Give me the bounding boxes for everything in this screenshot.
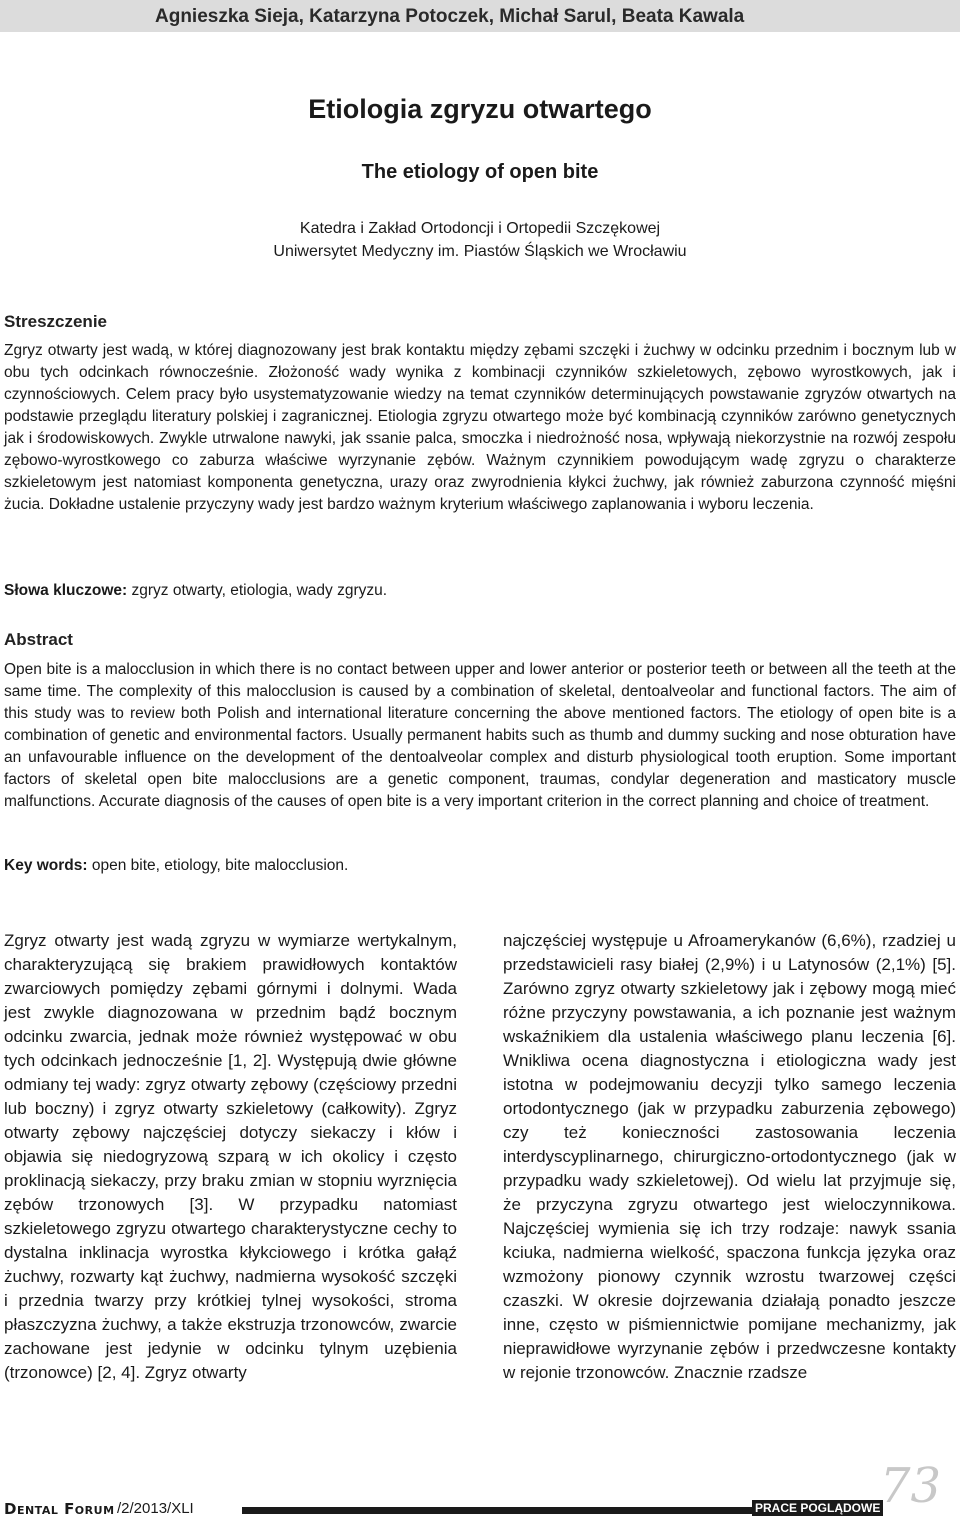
keywords-pl-value: zgryz otwarty, etiologia, wady zgryzu.: [131, 582, 388, 599]
affiliation-department: Katedra i Zakład Ortodoncji i Ortopedii Szczękowej: [299, 220, 661, 237]
streszczenie-heading: Streszczenie: [4, 312, 107, 331]
section-label: PRACE POGLĄDOWE: [752, 1500, 883, 1516]
keywords-pl-label: Słowa kluczowe:: [4, 582, 128, 599]
keywords-en-label: Key words:: [4, 857, 88, 874]
streszczenie-text: Zgryz otwarty jest wadą, w której diagnozowany jest brak kontaktu między zębami szczęki i żuchwy w odcinku przednim i bocznym lub w obu tych odcinkach równocześnie. Złożoność wady wynika z kombinacji czynników szkieletowych, zębowo wyrostkowych, jak i czynnościowych. Celem pracy było usystematyzowanie wiedzy na temat czynników determinujących powstawanie zgryzów otwartych na podstawie przeglądu literatury polskiej i zagranicznej. Etiologia zgryzu otwartego może być kombinacją czynników zarówno genetycznych jak i środowiskowych. Zwykle utrwalone nawyki, jak ssanie palca, smoczka i niedrożność nosa, wpływają niekorzystnie na rozwój zespołu zębowo-wyrostkowego co zaburza właściwe wyrzynanie zębów. Ważnym czynnikiem powodującym wadę zgryzu o charakterze szkieletowym jest natomiast komponenta genetyczna, urazy oraz zwyrodnienia kłykci żuchwy, jak również zaburzona czynność mięśni żucia. Dokładne ustalenie przyczyny wady jest bardzo ważnym kryterium właściwego zaplanowania i wyboru leczenia.: [4, 342, 956, 513]
journal-issue: /2/2013/XLI: [117, 1500, 194, 1517]
title-polish: Etiologia zgryzu otwartego: [308, 94, 652, 124]
abstract-heading: Abstract: [4, 630, 73, 649]
title-english: The etiology of open bite: [361, 161, 599, 183]
body-column-right: najczęściej występuje u Afroamerykanów (6,6%), rzadziej u przedstawicieli rasy białej (2,9%) i u Latynosów (2,1%) [5]. Zarówno zgryz otwarty szkieletowy jak i zębowy mogą mieć różne przyczyny powstawania, a ich poznanie jest ważnym wskaźnikiem dla ustalenia właściwego planu leczenia [6]. Wnikliwa ocena diagnostyczna i etiologiczna wady jest istotna w podejmowaniu decyzji tylko samego leczenia ortodontycznego (jak w przypadku zaburzenia zębowego) czy też konieczności zastosowania leczenia interdyscyplinarnego, chirurgiczno-ortodontycznego (jak w przypadku wady szkieletowej). Od wielu lat przyjmuje się, że przyczyna zgryzu otwartego jest wieloczynnikowa. Najczęściej wymienia się ich trzy rodzaje: nawyk ssania kciuka, nadmierna wielkość, spaczona funkcja języka oraz wzmożony pionowy czynnik wzrostu twarzowej części czaszki. W okresie dojrzewania działają ponadto jeszcze inne, często w piśmiennictwie pomijane mechanizmy, jak nieprawidłowe wyrzynanie zębów i przedwczesne kontakty w rejonie trzonowców. Znacznie rzadsze: [503, 931, 956, 1382]
body-column-left: Zgryz otwarty jest wadą zgryzu w wymiarze wertykalnym, charakteryzującą się brakiem prawidłowych kontaktów zwarciowych pomiędzy zębami górnymi i dolnymi. Wada jest zwykle diagnozowana w przednim bądź bocznym odcinku zwarcia, jednak może również występować w obu tych odcinkach jednocześnie [1, 2]. Występują dwie główne odmiany tej wady: zgryz otwarty zębowy (częściowy przedni lub boczny) i zgryz otwarty szkieletowy (całkowity). Zgryz otwarty zębowy najczęściej dotyczy siekaczy i kłów i objawia się niedogryzową szparą w ich okolicy i często proklinacją siekaczy, przy braku zmian w stopniu wyrznięcia zębów trzonowych [3]. W przypadku natomiast szkieletowego zgryzu otwartego charakterystyczne cechy to dystalna inklinacja wyrostka kłykciowego i krótka gałąź żuchwy, rozwarty kąt żuchwy, nadmierna wysokość szczęki i przednia twarzy przy krótkiej tylnej wysokości, stroma płaszczyzna żuchwy, a także ekstruzja trzonowców, zwarcie zachowane jest jedynie w odcinku tylnym uzębienia (trzonowce) [2, 4]. Zgryz otwarty: [4, 931, 457, 1382]
keywords-pl: [4, 582, 387, 600]
authors: Agnieszka Sieja, Katarzyna Potoczek, Michał Sarul, Beata Kawala: [155, 6, 745, 27]
journal-brand: Dental Forum: [4, 1500, 115, 1518]
affiliation-university: Uniwersytet Medyczny im. Piastów Śląskich we Wrocławiu: [273, 243, 687, 260]
abstract-text: Open bite is a malocclusion in which there is no contact between upper and lower anterior or posterior teeth or between all the teeth at the same time. The complexity of this malocclusion is caused by a combination of skeletal, dentoalveolar and functional factors. The aim of this study was to review both Polish and international literature concerning the above mentioned factors. The etiology of open bite is a combination of genetic and environmental factors. Usually permanent habits such as thumb and dummy sucking and nose obturation have an unfavourable influence on the development of the dentoalveolar complex and disturb physiological tooth eruption. Some important factors of skeletal open bite malocclusions are a genetic component, traumas, condylar degeneration and masticatory muscle malfunctions. Accurate diagnosis of the causes of open bite is a very important criterion in the correct planning and choice of treatment.: [4, 661, 956, 810]
keywords-en-value: open bite, etiology, bite malocclusion.: [91, 857, 349, 874]
keywords-en: [4, 857, 348, 875]
page-number: 73: [880, 1458, 942, 1514]
running-header: [0, 0, 960, 32]
